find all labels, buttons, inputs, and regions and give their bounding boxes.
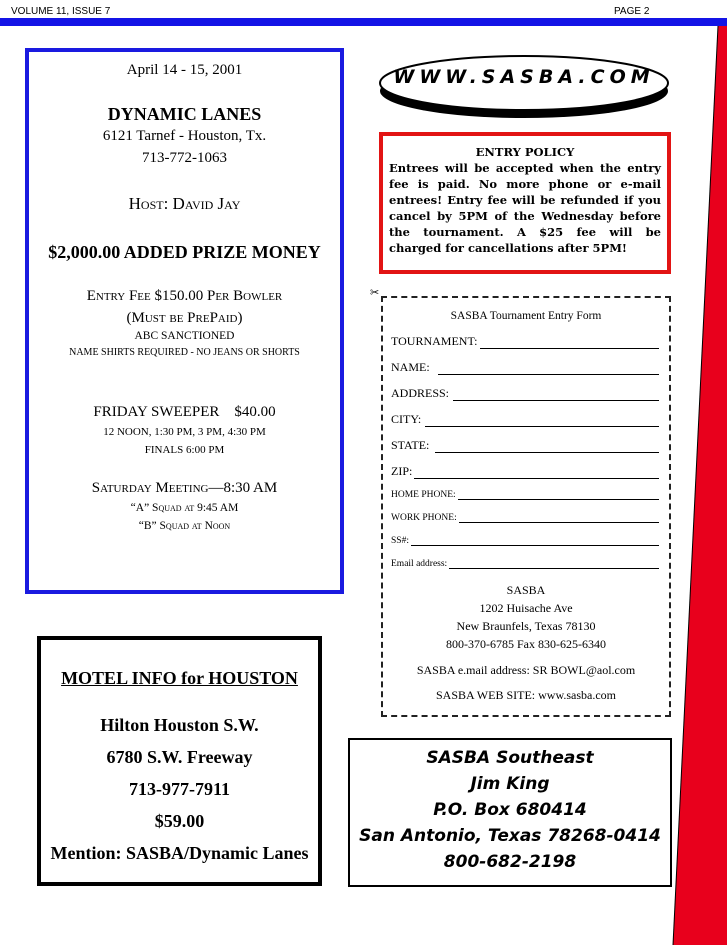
saturday-meeting: Saturday Meeting—8:30 AM <box>91 480 278 496</box>
motel-name: Hilton Houston S.W. <box>100 715 259 735</box>
email-field[interactable] <box>391 559 659 569</box>
website-url[interactable]: WWW.SASBA.COM <box>393 66 655 88</box>
email-label: Email address: <box>391 559 448 569</box>
southeast-po-box: P.O. Box 680414 <box>433 800 587 820</box>
entry-fee: Entry Fee $150.00 Per Bowler <box>86 288 283 304</box>
sanction-note: ABC SANCTIONED <box>134 330 235 342</box>
volume-issue: VOLUME 11, ISSUE 7 <box>11 6 111 17</box>
red-wedge-decoration <box>670 26 727 945</box>
form-org: SASBA <box>506 583 546 597</box>
address-label: ADDRESS: <box>391 386 450 400</box>
zip-label: ZIP: <box>391 464 413 478</box>
squad-b: “B” Squad at Noon <box>138 520 231 532</box>
website-oval[interactable] <box>378 54 670 120</box>
tournament-line[interactable] <box>480 347 659 349</box>
city-line[interactable] <box>425 425 659 427</box>
prize-money: $2,000.00 ADDED PRIZE MONEY <box>48 242 321 262</box>
form-city: New Braunfels, Texas 78130 <box>456 619 596 633</box>
ss-line[interactable] <box>411 544 659 546</box>
finals-time: FINALS 6:00 PM <box>144 444 225 456</box>
name-label: NAME: <box>391 360 430 374</box>
state-label: STATE: <box>391 438 430 452</box>
venue-name: DYNAMIC LANES <box>107 104 262 124</box>
form-website: SASBA WEB SITE: www.sasba.com <box>436 688 616 702</box>
motel-price: $59.00 <box>154 811 205 831</box>
squad-a: “A” Squad at 9:45 AM <box>130 502 239 514</box>
friday-sweeper <box>29 404 340 421</box>
form-phones: 800-370-6785 Fax 830-625-6340 <box>446 637 606 651</box>
southeast-city: San Antonio, Texas 78268-0414 <box>359 826 661 846</box>
motel-phone: 713-977-7911 <box>129 779 230 799</box>
sweeper-price: $40.00 <box>234 404 276 420</box>
tournament-label: TOURNAMENT: <box>391 334 478 348</box>
policy-title: ENTRY POLICY <box>475 145 575 159</box>
venue-phone: 713-772-1063 <box>142 150 227 166</box>
policy-body: Entrees will be accepted when the entry fee is paid. No more phone or e-mail entrees! Entry fee will be refunded if you cancel by 5PM of the Wednesday before the tournament. A $25 fee will be charged for cancellations after 5PM! <box>389 161 661 255</box>
form-street: 1202 Huisache Ave <box>479 601 573 615</box>
state-line[interactable] <box>435 451 659 453</box>
address-line[interactable] <box>453 399 659 401</box>
southeast-title: SASBA Southeast <box>426 748 594 768</box>
motel-mention: Mention: SASBA/Dynamic Lanes <box>50 843 309 863</box>
form-email: SASBA e.mail address: SR BOWL@aol.com <box>416 663 636 677</box>
city-label: CITY: <box>391 412 422 426</box>
email-line[interactable] <box>449 567 659 569</box>
sweeper-title: FRIDAY SWEEPER <box>93 404 220 420</box>
page-number: PAGE 2 <box>614 6 650 17</box>
ss-label: SS#: <box>391 536 409 546</box>
header-bar <box>0 18 727 26</box>
scissors-icon: ✂ <box>370 287 380 299</box>
work-phone-label: WORK PHONE: <box>391 513 457 523</box>
name-field[interactable] <box>391 360 659 375</box>
southeast-contact-box <box>348 738 672 887</box>
address-field[interactable] <box>391 386 659 401</box>
southeast-contact-name: Jim King <box>470 774 550 794</box>
form-title: SASBA Tournament Entry Form <box>450 310 602 322</box>
motel-title: MOTEL INFO for HOUSTON <box>61 668 298 688</box>
home-phone-label: HOME PHONE: <box>391 490 456 500</box>
entry-policy-box <box>379 132 671 274</box>
motel-address: 6780 S.W. Freeway <box>106 747 253 767</box>
prepaid-note: (Must be PrePaid) <box>126 310 243 326</box>
event-info-box <box>25 48 344 594</box>
ss-field[interactable] <box>391 536 659 546</box>
zip-field[interactable] <box>391 464 659 479</box>
southeast-phone: 800-682-2198 <box>443 852 577 872</box>
home-phone-line[interactable] <box>458 498 659 500</box>
work-phone-field[interactable] <box>391 513 659 523</box>
name-line[interactable] <box>438 373 659 375</box>
zip-line[interactable] <box>414 477 659 479</box>
sweeper-times: 12 NOON, 1:30 PM, 3 PM, 4:30 PM <box>103 426 266 438</box>
work-phone-line[interactable] <box>459 521 659 523</box>
entry-form <box>381 296 671 717</box>
motel-info-box <box>37 636 322 886</box>
home-phone-field[interactable] <box>391 490 659 500</box>
city-field[interactable] <box>391 412 659 427</box>
venue-address: 6121 Tarnef - Houston, Tx. <box>102 128 267 144</box>
dress-code: NAME SHIRTS REQUIRED - NO JEANS OR SHORTS <box>69 347 300 358</box>
tournament-field[interactable] <box>391 334 659 349</box>
event-dates: April 14 - 15, 2001 <box>126 62 243 78</box>
event-host: Host: David Jay <box>128 194 241 213</box>
state-field[interactable] <box>391 438 659 453</box>
